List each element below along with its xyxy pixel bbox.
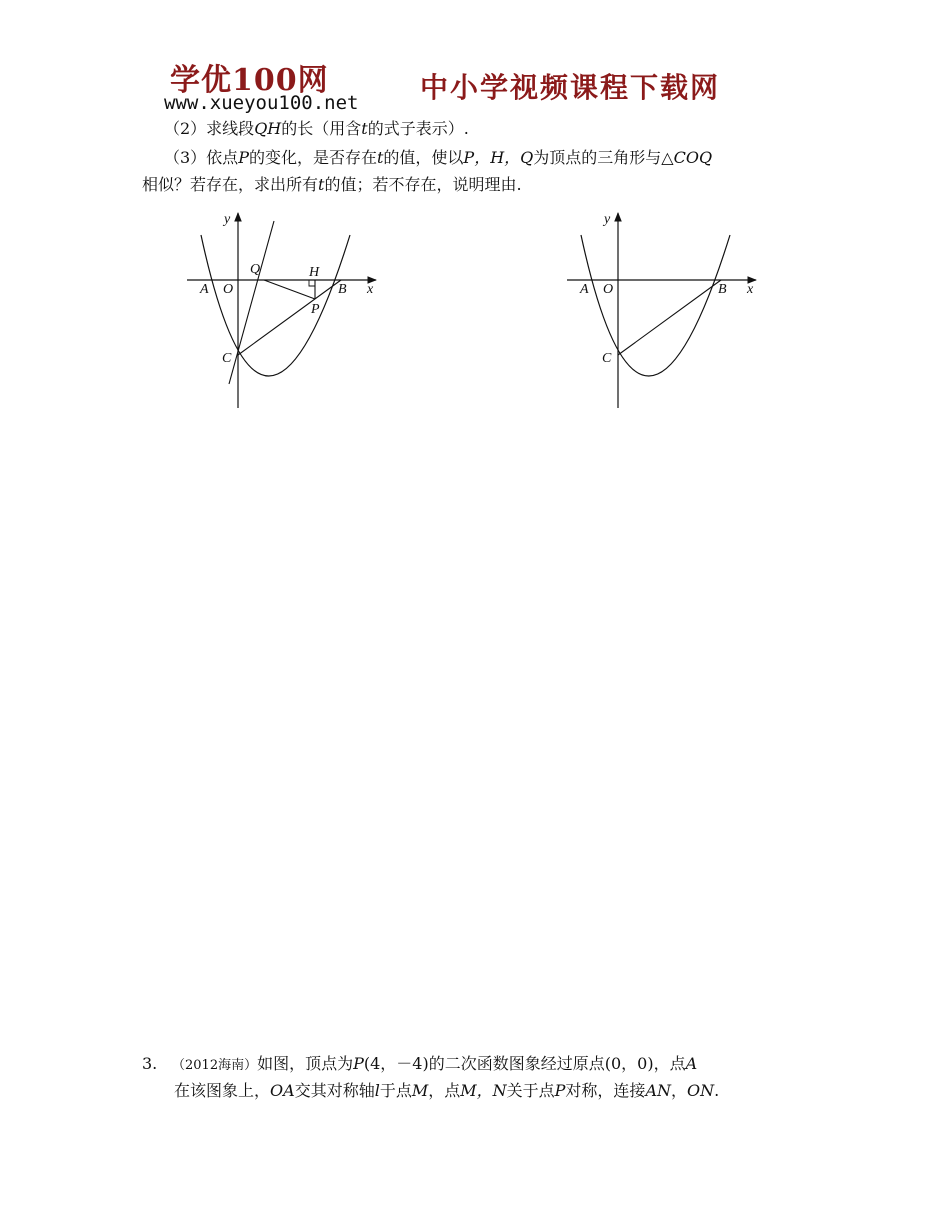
problem-source: （2012海南） [172, 1058, 258, 1073]
label-p: P [311, 302, 320, 317]
label-b: B [718, 282, 727, 297]
problem-number: 3. [142, 1054, 158, 1073]
label-q: Q [250, 262, 261, 277]
label-o: O [223, 282, 234, 297]
label-x: x [747, 282, 754, 297]
site-url: www.xueyou100.net [164, 92, 359, 114]
problem-3-line-2: 在该图象上，OA交其对称轴l于点M，点M，N关于点P对称，连接AN，ON. [174, 1081, 720, 1100]
label-y: y [604, 212, 611, 227]
figure-right [560, 205, 780, 420]
question-3-line-2: 相似？若存在，求出所有t的值；若不存在，说明理由. [142, 175, 522, 194]
label-b: B [338, 282, 347, 297]
label-c: C [222, 351, 232, 366]
line-cb [238, 280, 341, 355]
site-tagline: 中小学视频课程下载网 [420, 71, 721, 104]
line-cq [229, 221, 274, 384]
segment-qp [264, 280, 315, 299]
label-o: O [603, 282, 614, 297]
problem-3-line-1: 3. （2012海南）如图，顶点为P(4，－4)的二次函数图象经过原点(0，0)，点A [142, 1054, 698, 1073]
right-angle-mark [309, 280, 315, 286]
question-3-line-1: （3）依点P的变化，是否存在t的值，使以P，H，Q为顶点的三角形与△COQ [164, 148, 713, 167]
figure-left [180, 205, 400, 420]
question-2: （2）求线段QH的长（用含t的式子表示）. [164, 119, 469, 138]
line-cb [618, 280, 721, 355]
site-logo-text: 学优100网 [170, 63, 329, 98]
label-a: A [200, 282, 209, 297]
label-x: x [367, 282, 374, 297]
label-c: C [602, 351, 612, 366]
label-h: H [309, 265, 320, 280]
label-y: y [224, 212, 231, 227]
label-a: A [580, 282, 589, 297]
